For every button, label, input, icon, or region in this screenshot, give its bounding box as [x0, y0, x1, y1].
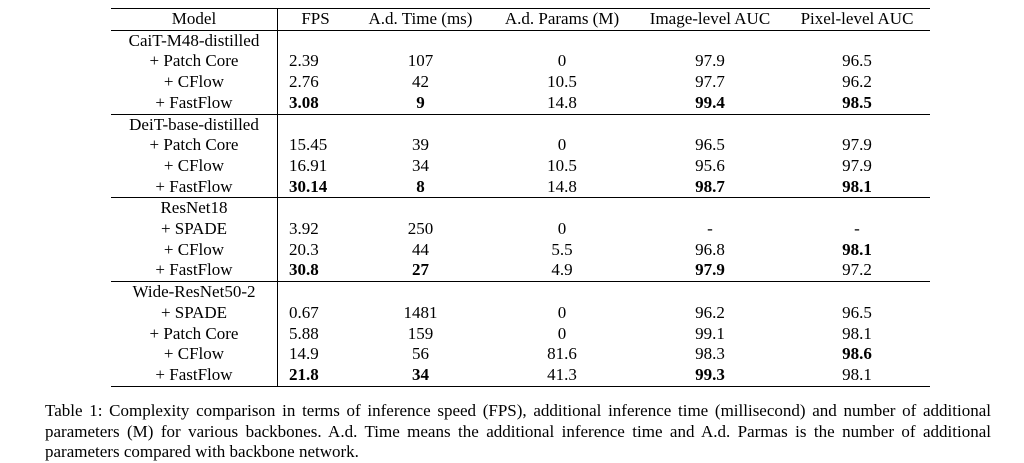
table-caption: Table 1: Complexity comparison in terms of inference speed (FPS), additional inference time (millisecond) and number of additional parameters (M) for various backbones. A.d. Time means the additional inference time and A.d. Parmas is the number of additional parameters compared with backbone network. — [45, 401, 991, 461]
header-model: Model — [111, 9, 278, 31]
cell-ad-params: 5.5 — [551, 239, 573, 259]
header-ad-params: A.d. Params (M) — [504, 9, 620, 28]
table-row — [111, 135, 930, 156]
cell-pixel-auc: 97.9 — [842, 135, 872, 155]
empty-cell — [784, 114, 930, 135]
cell-image-auc: 96.5 — [695, 135, 725, 155]
cell-image-auc: 97.7 — [695, 72, 725, 92]
header-row — [111, 9, 930, 31]
backbone-name: CaiT-M48-distilled — [111, 30, 278, 51]
cell-ad-params: 0 — [557, 302, 567, 322]
cell-ad-params: 0 — [557, 135, 567, 155]
empty-cell — [636, 282, 784, 303]
cell-ad-time: 27 — [412, 260, 429, 280]
cell-pixel-auc: 98.1 — [842, 323, 872, 343]
empty-cell — [636, 198, 784, 219]
empty-cell — [278, 198, 354, 219]
cell-ad-params: 4.9 — [551, 260, 573, 280]
cell-image-auc: 98.3 — [695, 344, 725, 364]
cell-fps: 3.92 — [289, 219, 319, 239]
cell-ad-params: 14.8 — [547, 176, 577, 196]
cell-method: + SPADE — [111, 303, 278, 324]
cell-pixel-auc: 98.1 — [842, 239, 872, 259]
header-ad-time: A.d. Time (ms) — [368, 9, 473, 28]
cell-ad-params: 10.5 — [547, 72, 577, 92]
cell-fps: 21.8 — [289, 364, 319, 384]
cell-fps: 20.3 — [289, 239, 319, 259]
backbone-group — [111, 30, 930, 114]
empty-cell — [636, 114, 784, 135]
cell-fps: 0.67 — [289, 302, 319, 322]
cell-method: + FastFlow — [111, 93, 278, 114]
cell-fps: 30.14 — [289, 176, 328, 196]
cell-fps: 16.91 — [289, 155, 328, 175]
cell-image-auc: 96.2 — [695, 302, 725, 322]
header-fps: FPS — [301, 9, 330, 28]
empty-cell — [488, 114, 636, 135]
table-row — [111, 365, 930, 386]
cell-method: + SPADE — [111, 219, 278, 240]
cell-ad-params: 0 — [557, 323, 567, 343]
cell-pixel-auc: 98.6 — [842, 344, 872, 364]
empty-cell — [784, 30, 930, 51]
empty-cell — [353, 30, 488, 51]
cell-image-auc: 99.3 — [695, 364, 725, 384]
table-row — [111, 93, 930, 114]
cell-ad-params: 14.8 — [547, 92, 577, 112]
empty-cell — [488, 198, 636, 219]
complexity-comparison-table — [111, 8, 930, 387]
cell-method: + Patch Core — [111, 135, 278, 156]
cell-ad-time: 44 — [412, 239, 429, 259]
table-header — [111, 9, 930, 31]
empty-cell — [278, 30, 354, 51]
backbone-name: ResNet18 — [111, 198, 278, 219]
cell-fps: 2.39 — [289, 51, 319, 71]
cell-method: + FastFlow — [111, 260, 278, 281]
table-row — [111, 260, 930, 281]
cell-ad-time: 250 — [407, 219, 434, 239]
table-row — [111, 219, 930, 240]
table-row — [111, 51, 930, 72]
cell-ad-params: 81.6 — [547, 344, 577, 364]
empty-cell — [488, 30, 636, 51]
empty-cell — [353, 198, 488, 219]
cell-image-auc: 97.9 — [695, 260, 725, 280]
empty-cell — [353, 282, 488, 303]
cell-image-auc: - — [707, 219, 713, 239]
cell-method: + CFlow — [111, 72, 278, 93]
backbone-row — [111, 198, 930, 219]
cell-pixel-auc: 98.5 — [842, 92, 872, 112]
backbone-row — [111, 282, 930, 303]
cell-method: + Patch Core — [111, 51, 278, 72]
cell-ad-time: 42 — [412, 72, 429, 92]
header-pixel-auc: Pixel-level AUC — [800, 9, 914, 28]
cell-pixel-auc: 96.5 — [842, 302, 872, 322]
table-row — [111, 177, 930, 198]
cell-fps: 30.8 — [289, 260, 319, 280]
cell-fps: 14.9 — [289, 344, 319, 364]
cell-ad-time: 107 — [407, 51, 434, 71]
cell-pixel-auc: - — [854, 219, 860, 239]
table-row — [111, 344, 930, 365]
cell-method: + CFlow — [111, 240, 278, 261]
cell-ad-params: 0 — [557, 51, 567, 71]
cell-fps: 3.08 — [289, 92, 319, 112]
backbone-row — [111, 30, 930, 51]
backbone-group — [111, 198, 930, 282]
backbone-name: Wide-ResNet50-2 — [111, 282, 278, 303]
cell-ad-time: 34 — [412, 155, 429, 175]
empty-cell — [353, 114, 488, 135]
empty-cell — [636, 30, 784, 51]
table-row — [111, 303, 930, 324]
empty-cell — [784, 198, 930, 219]
cell-pixel-auc: 96.2 — [842, 72, 872, 92]
cell-ad-time: 159 — [407, 323, 434, 343]
cell-ad-time: 1481 — [403, 302, 438, 322]
cell-method: + CFlow — [111, 156, 278, 177]
backbone-group — [111, 282, 930, 387]
cell-method: + FastFlow — [111, 177, 278, 198]
cell-image-auc: 98.7 — [695, 176, 725, 196]
cell-pixel-auc: 98.1 — [842, 176, 872, 196]
cell-pixel-auc: 96.5 — [842, 51, 872, 71]
table-row — [111, 156, 930, 177]
cell-image-auc: 96.8 — [695, 239, 725, 259]
cell-fps: 15.45 — [289, 135, 328, 155]
cell-ad-params: 41.3 — [547, 364, 577, 384]
empty-cell — [784, 282, 930, 303]
cell-ad-time: 8 — [416, 176, 425, 196]
cell-image-auc: 95.6 — [695, 155, 725, 175]
cell-pixel-auc: 98.1 — [842, 364, 872, 384]
cell-image-auc: 99.4 — [695, 92, 725, 112]
table-row — [111, 324, 930, 345]
cell-method: + CFlow — [111, 344, 278, 365]
cell-ad-time: 9 — [416, 92, 425, 112]
cell-pixel-auc: 97.2 — [842, 260, 872, 280]
cell-fps: 2.76 — [289, 72, 319, 92]
header-image-auc: Image-level AUC — [649, 9, 771, 28]
backbone-name: DeiT-base-distilled — [111, 114, 278, 135]
cell-ad-time: 56 — [412, 344, 429, 364]
cell-ad-params: 0 — [557, 219, 567, 239]
empty-cell — [278, 282, 354, 303]
backbone-group — [111, 114, 930, 198]
table-row — [111, 240, 930, 261]
empty-cell — [278, 114, 354, 135]
cell-ad-params: 10.5 — [547, 155, 577, 175]
table-row — [111, 72, 930, 93]
cell-fps: 5.88 — [289, 323, 319, 343]
cell-ad-time: 39 — [412, 135, 429, 155]
cell-pixel-auc: 97.9 — [842, 155, 872, 175]
cell-image-auc: 97.9 — [695, 51, 725, 71]
empty-cell — [488, 282, 636, 303]
cell-image-auc: 99.1 — [695, 323, 725, 343]
backbone-row — [111, 114, 930, 135]
cell-method: + FastFlow — [111, 365, 278, 386]
cell-method: + Patch Core — [111, 324, 278, 345]
cell-ad-time: 34 — [412, 364, 429, 384]
